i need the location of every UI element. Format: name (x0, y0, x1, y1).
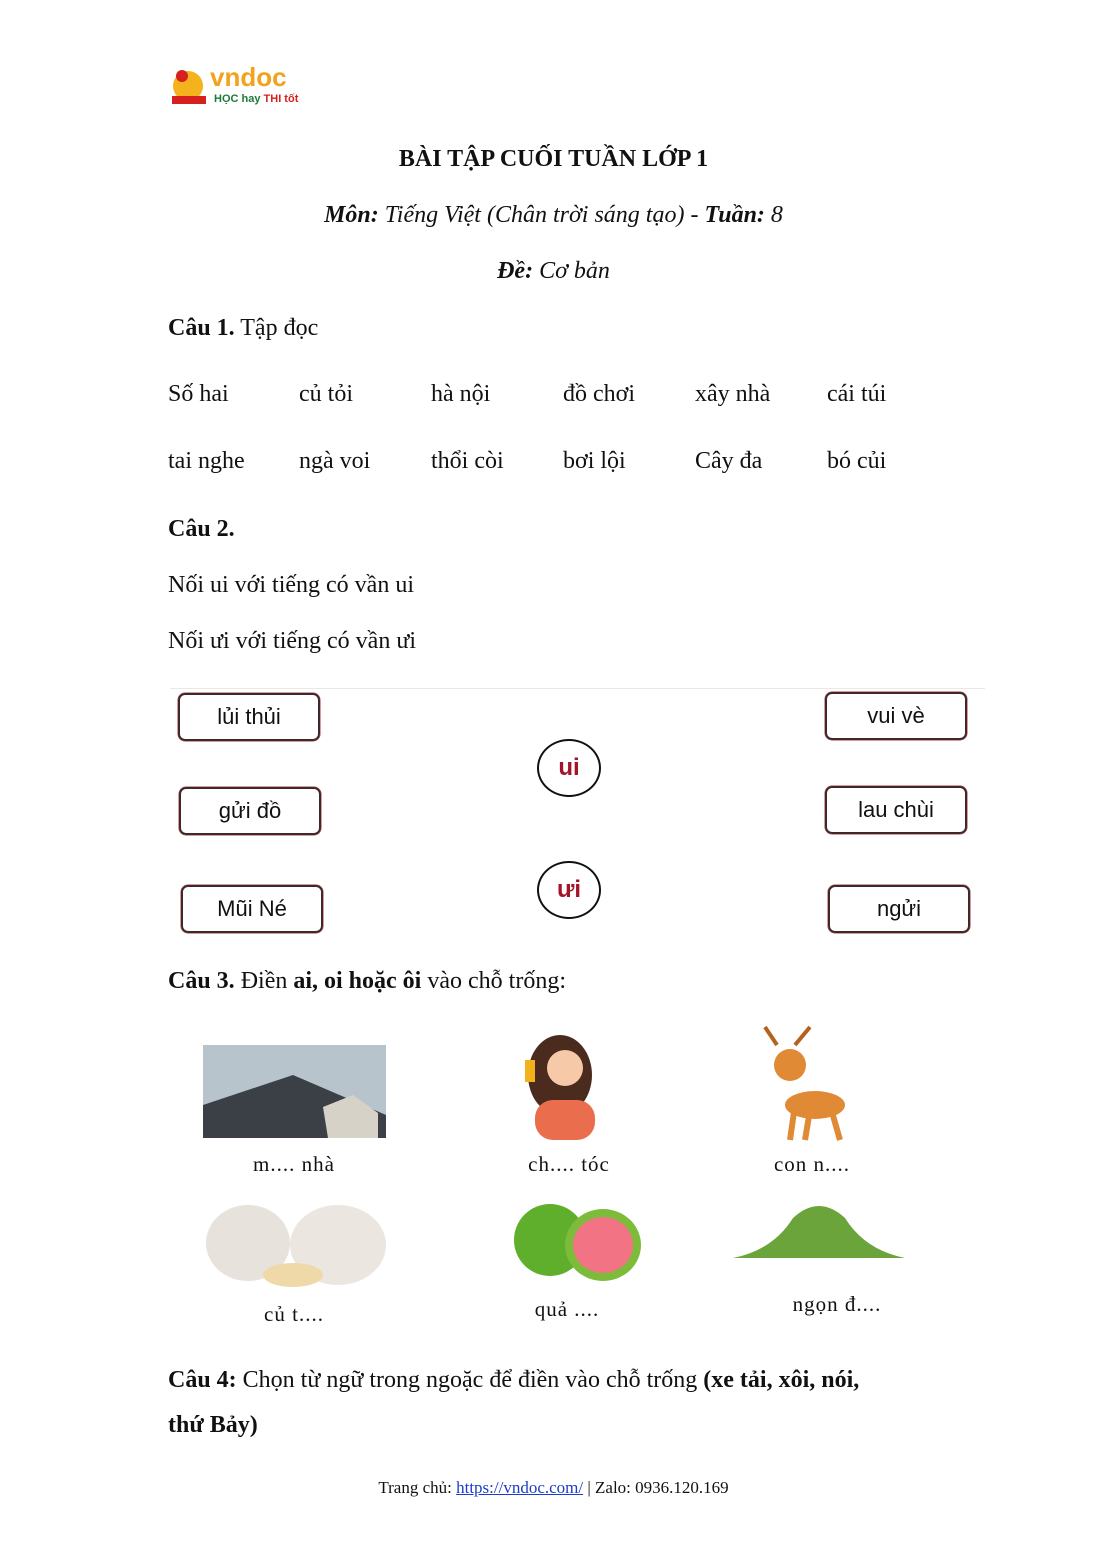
reading-word: bó củi (827, 448, 887, 474)
reading-word: ngà voi (299, 448, 371, 474)
reading-word: đồ chơi (563, 381, 636, 407)
caption-roof: m.... nhà (253, 1152, 335, 1176)
rhyme-circle-ui[interactable]: ui (537, 739, 601, 797)
deer-image (755, 1025, 865, 1143)
caption-garlic: củ t.... (264, 1302, 324, 1326)
reading-word: bơi lội (563, 448, 626, 474)
vndoc-logo[interactable] (168, 62, 308, 112)
reading-word: hà nội (431, 381, 491, 407)
subject-line: Môn: Tiếng Việt (Chân trời sáng tạo) - Tuần: 8 (324, 202, 783, 228)
q2-heading: Câu 2. (168, 516, 235, 542)
logo-tagline: HỌC hay THI tốt (214, 93, 299, 105)
reading-word: xây nhà (695, 381, 771, 407)
match-left-1[interactable]: lủi thủi (178, 693, 320, 741)
q2-instruction-1: Nối ui với tiếng có vần ui (168, 572, 414, 598)
match-right-1[interactable]: vui vè (825, 692, 967, 740)
rhyme-circle-uoi[interactable]: ưi (537, 861, 601, 919)
reading-word: thổi còi (431, 448, 504, 474)
caption-guava: quả .... (534, 1297, 600, 1321)
divider (170, 688, 985, 689)
reading-word: Cây đa (695, 448, 763, 474)
reading-word: tai nghe (168, 448, 245, 474)
match-right-2[interactable]: lau chùi (825, 786, 967, 834)
reading-word: củ tỏi (299, 381, 353, 407)
homepage-link[interactable]: https://vndoc.com/ (456, 1478, 584, 1497)
roof-image (203, 1045, 386, 1138)
caption-hair: ch.... tóc (528, 1152, 610, 1176)
q4-text: Câu 4: Chọn từ ngữ trong ngoặc để điền vào chỗ trống (xe tải, xôi, nói, thứ Bảy) (168, 1367, 860, 1438)
q2-instruction-2: Nối ưi với tiếng có vần ưi (168, 628, 417, 654)
caption-hill: ngọn đ.... (792, 1292, 882, 1316)
footer: Trang chủ: https://vndoc.com/ | Zalo: 0936.120.169 (378, 1478, 729, 1497)
girl-combing-hair-image (510, 1030, 620, 1140)
guava-image (508, 1195, 643, 1285)
caption-deer: con n.... (773, 1152, 851, 1176)
match-right-3[interactable]: ngửi (828, 885, 970, 933)
match-left-2[interactable]: gửi đồ (179, 787, 321, 835)
reading-word: Số hai (168, 381, 229, 407)
level-line: Đề: Cơ bản (497, 258, 610, 284)
q1-heading: Câu 1. Tập đọc (168, 315, 319, 341)
hill-image (733, 1198, 905, 1260)
chicken-mascot-icon (168, 66, 210, 108)
logo-wordmark: vndoc (210, 62, 287, 92)
reading-word: cái túi (827, 381, 887, 407)
worksheet-title: BÀI TẬP CUỐI TUẦN LỚP 1 (398, 146, 709, 172)
garlic-image (203, 1195, 388, 1290)
match-left-3[interactable]: Mũi Né (181, 885, 323, 933)
q3-heading: Câu 3. Điền ai, oi hoặc ôi vào chỗ trống: (168, 968, 566, 994)
